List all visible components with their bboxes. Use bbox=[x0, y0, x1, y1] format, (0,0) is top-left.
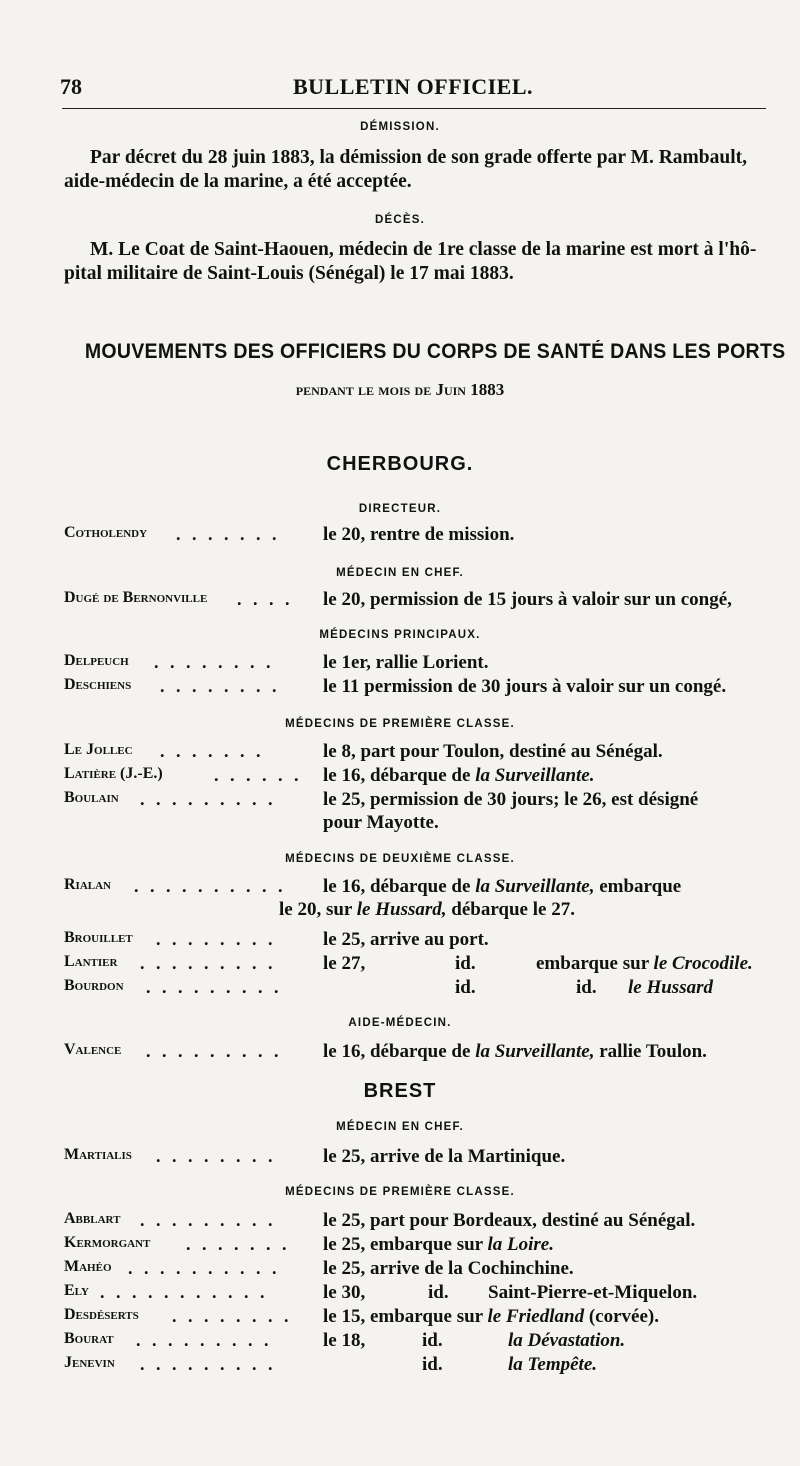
header-rule bbox=[62, 108, 766, 109]
section-heading: AIDE-MÉDECIN. bbox=[348, 1017, 452, 1029]
text-part: (corvée). bbox=[584, 1306, 659, 1327]
running-title: BULLETIN OFFICIEL. bbox=[292, 74, 534, 99]
leader-dots: . . . . . . . bbox=[176, 524, 280, 544]
movement-text: Saint-Pierre-et-Miquelon. bbox=[488, 1282, 698, 1303]
movement-text bbox=[323, 1234, 554, 1256]
officer-name: Mahéo bbox=[64, 1258, 112, 1275]
text-part: le 25, embarque sur bbox=[323, 1234, 488, 1255]
leader-dots: . . . . . . . . . bbox=[146, 1041, 282, 1061]
section-heading: MÉDECINS DE PREMIÈRE CLASSE. bbox=[285, 1186, 515, 1198]
list-item bbox=[64, 1258, 770, 1282]
ship-name: la Surveillante, bbox=[475, 876, 595, 897]
list-item bbox=[64, 953, 770, 977]
ditto-mark: id. bbox=[576, 977, 597, 998]
leader-dots: . . . . . . . . . bbox=[140, 1210, 276, 1230]
list-item bbox=[64, 789, 770, 813]
list-item bbox=[64, 1041, 770, 1065]
leader-dots: . . . . . . . . bbox=[172, 1306, 292, 1326]
text-part: rallie Toulon. bbox=[594, 1041, 707, 1062]
movement-date: le 27, bbox=[323, 953, 366, 974]
ditto-mark: id. bbox=[428, 1282, 449, 1303]
section-heading: DIRECTEUR. bbox=[358, 503, 442, 515]
list-item bbox=[64, 589, 770, 613]
officer-name: Bourdon bbox=[64, 977, 124, 994]
movement-continuation bbox=[279, 899, 575, 921]
demission-line-2: aide-médecin de la marine, a été acceptée. bbox=[64, 171, 412, 192]
deces-line-2: pital militaire de Saint-Louis (Sénégal) le 17 mai 1883. bbox=[64, 263, 514, 284]
movement-text: le 25, arrive de la Cochinchine. bbox=[323, 1258, 574, 1279]
officer-name: Jenevin bbox=[64, 1354, 115, 1371]
list-item bbox=[64, 676, 770, 700]
officer-name: Bourat bbox=[64, 1330, 114, 1347]
leader-dots: . . . . . . . . . . . bbox=[100, 1282, 268, 1302]
list-item bbox=[64, 977, 770, 1001]
movement-continuation: pour Mayotte. bbox=[323, 812, 439, 833]
leader-dots: . . . . . . . . . bbox=[140, 1354, 276, 1374]
deces-line-1: M. Le Coat de Saint-Haouen, médecin de 1re classe de la marine est mort à l'hô- bbox=[90, 239, 757, 260]
demission-heading: DÉMISSION. bbox=[360, 121, 440, 133]
movement-date: le 30, bbox=[323, 1282, 366, 1303]
list-item bbox=[64, 1210, 770, 1234]
movement-text: le 25, arrive de la Martinique. bbox=[323, 1146, 566, 1167]
leader-dots: . . . . . . . . . bbox=[140, 953, 276, 973]
leader-dots: . . . . . . . . bbox=[156, 1146, 276, 1166]
leader-dots: . . . . . . . . . bbox=[146, 977, 282, 997]
movement-date: le 18, bbox=[323, 1330, 366, 1351]
text-part: débarque le 27. bbox=[446, 899, 575, 920]
ship-name: la Loire. bbox=[487, 1234, 554, 1255]
leader-dots: . . . . . . . . . bbox=[136, 1330, 272, 1350]
list-item bbox=[64, 1306, 770, 1330]
section-heading: MÉDECINS DE PREMIÈRE CLASSE. bbox=[285, 718, 515, 730]
leader-dots: . . . . . . . . bbox=[154, 652, 274, 672]
leader-dots: . . . . . . . . bbox=[160, 676, 280, 696]
movement-text bbox=[323, 765, 594, 787]
officer-name: Cotholendy bbox=[64, 524, 148, 541]
ditto-mark: id. bbox=[455, 953, 476, 974]
officer-name: Boulain bbox=[64, 789, 119, 806]
ship-name: le Crocodile. bbox=[653, 953, 753, 974]
text-part: le 16, débarque de bbox=[323, 765, 476, 786]
demission-line-1: Par décret du 28 juin 1883, la démission de son grade offerte par M. Rambault, bbox=[90, 147, 748, 168]
list-item bbox=[64, 929, 770, 953]
movement-text bbox=[323, 1306, 659, 1328]
list-item bbox=[64, 765, 770, 789]
list-item bbox=[64, 1146, 770, 1170]
movement-text: le 11 permission de 30 jours à valoir sur un congé. bbox=[323, 676, 727, 697]
text-part: le 15, embarque sur bbox=[323, 1306, 488, 1327]
officer-name: Dugé de Bernonville bbox=[64, 589, 208, 606]
officer-name: Desdéserts bbox=[64, 1306, 139, 1323]
text-part: le 16, débarque de bbox=[323, 1041, 476, 1062]
movement-text bbox=[323, 1041, 707, 1063]
movement-text: le 1er, rallie Lorient. bbox=[323, 652, 489, 673]
list-item bbox=[64, 1330, 770, 1354]
deces-heading: DÉCÈS. bbox=[374, 214, 426, 226]
text-part: embarque bbox=[594, 876, 682, 897]
movement-text: le 20, rentre de mission. bbox=[323, 524, 515, 545]
movement-text: le 20, permission de 15 jours à valoir sur un congé, bbox=[323, 589, 732, 610]
officer-name: Rialan bbox=[64, 876, 112, 893]
page-number: 78 bbox=[60, 74, 82, 99]
section-heading: MÉDECIN EN CHEF. bbox=[336, 567, 464, 579]
movement-text: le 25, permission de 30 jours; le 26, est désigné bbox=[323, 789, 699, 810]
leader-dots: . . . . bbox=[237, 589, 293, 609]
ship-name: la Surveillante, bbox=[475, 1041, 595, 1062]
text-part: embarque sur bbox=[536, 953, 654, 974]
officer-name: Le Jollec bbox=[64, 741, 133, 758]
ship-name: la Tempête. bbox=[508, 1354, 597, 1375]
leader-dots: . . . . . . . . bbox=[156, 929, 276, 949]
officer-name: Lantier bbox=[64, 953, 118, 970]
list-item bbox=[64, 524, 770, 548]
leader-dots: . . . . . . bbox=[214, 765, 302, 785]
list-item bbox=[64, 1234, 770, 1258]
movement-text bbox=[323, 876, 681, 898]
ship-name: la Dévastation. bbox=[508, 1330, 626, 1351]
ship-name: la Surveillante. bbox=[475, 765, 595, 786]
officer-name: Deschiens bbox=[64, 676, 132, 693]
movement-text: le 25, part pour Bordeaux, destiné au Sénégal. bbox=[323, 1210, 696, 1231]
officer-name: Valence bbox=[64, 1041, 122, 1058]
ditto-mark: id. bbox=[455, 977, 476, 998]
leader-dots: . . . . . . . . . bbox=[140, 789, 276, 809]
port-heading-brest: BREST bbox=[363, 1080, 437, 1102]
text-part: le 16, débarque de bbox=[323, 876, 476, 897]
main-title: MOUVEMENTS DES OFFICIERS DU CORPS DE SANTÉ DANS LES PORTS bbox=[84, 340, 786, 363]
leader-dots: . . . . . . . bbox=[186, 1234, 290, 1254]
officer-name: Latière (J.-E.) bbox=[64, 765, 163, 782]
leader-dots: . . . . . . . . . . bbox=[134, 876, 286, 896]
list-item bbox=[64, 1282, 770, 1306]
movement-text: le 8, part pour Toulon, destiné au Sénégal. bbox=[323, 741, 663, 762]
leader-dots: . . . . . . . bbox=[160, 741, 264, 761]
list-item bbox=[64, 652, 770, 676]
ship-name: le Hussard, bbox=[356, 899, 447, 920]
officer-name: Abblart bbox=[64, 1210, 121, 1227]
section-heading: MÉDECINS PRINCIPAUX. bbox=[319, 629, 481, 641]
ship-name: le Hussard bbox=[628, 977, 713, 998]
officer-name: Brouillet bbox=[64, 929, 133, 946]
ditto-mark: id. bbox=[422, 1330, 443, 1351]
leader-dots: . . . . . . . . . . bbox=[128, 1258, 280, 1278]
ditto-mark: id. bbox=[422, 1354, 443, 1375]
ship-name: le Friedland bbox=[487, 1306, 585, 1327]
section-heading: MÉDECINS DE DEUXIÈME CLASSE. bbox=[285, 853, 515, 865]
officer-name: Martialis bbox=[64, 1146, 132, 1163]
list-item bbox=[64, 876, 770, 900]
officer-name: Kermorgant bbox=[64, 1234, 151, 1251]
officer-name: Ely bbox=[64, 1282, 89, 1299]
subtitle: pendant le mois de Juin 1883 bbox=[295, 380, 505, 399]
list-item bbox=[64, 741, 770, 765]
page-header bbox=[60, 74, 766, 104]
section-heading: MÉDECIN EN CHEF. bbox=[336, 1121, 464, 1133]
movement-text: le 25, arrive au port. bbox=[323, 929, 489, 950]
text-part: le 20, sur bbox=[279, 899, 357, 920]
list-item bbox=[64, 1354, 770, 1378]
officer-name: Delpeuch bbox=[64, 652, 129, 669]
movement-text bbox=[536, 953, 753, 975]
port-heading-cherbourg: CHERBOURG. bbox=[326, 453, 474, 475]
